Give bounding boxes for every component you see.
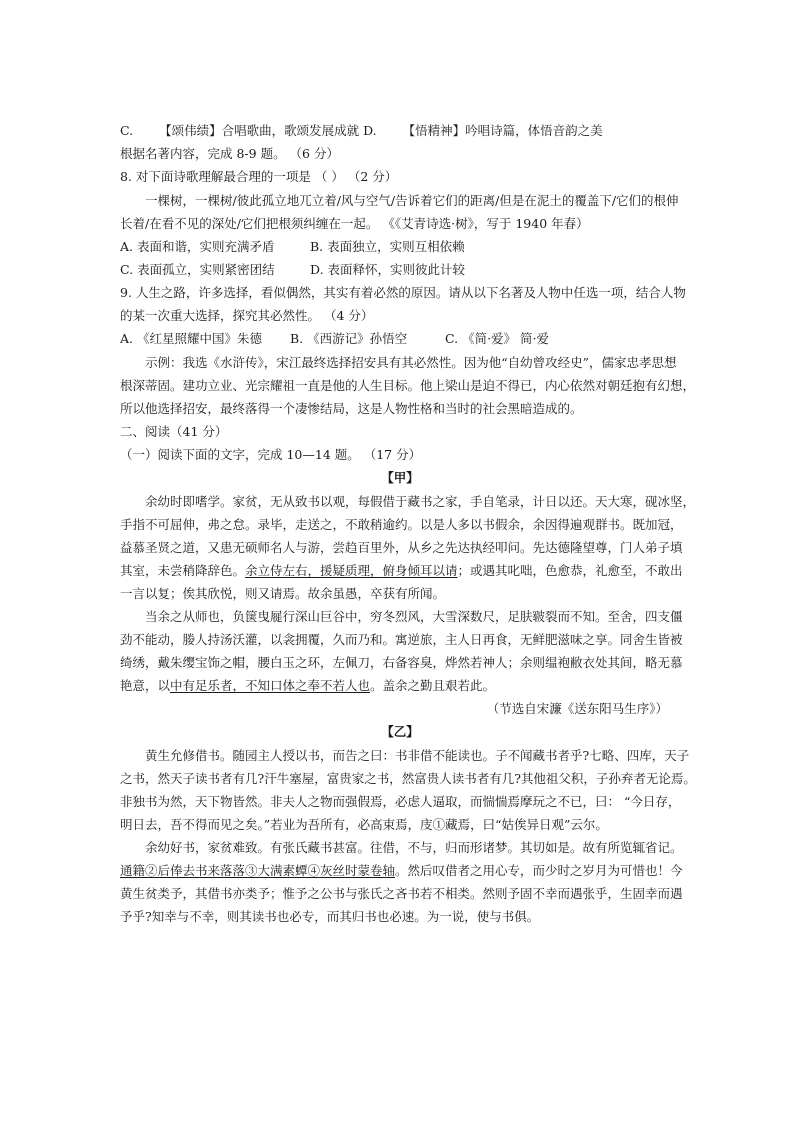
passage-yi-line: 余幼好书，家贫难致。有张氏藏书甚富。往借，不与，归而形诸梦。其切如是。故有所览辄省记。: [145, 840, 683, 855]
q8-stem: 8. 对下面诗歌理解最合理的一项是 （ ） （2 分）: [120, 169, 398, 184]
q9-option-c: C. 《简·爱》 简·爱: [445, 331, 549, 346]
q9-option-a: A. 《红星照耀中国》朱德: [120, 331, 262, 346]
passage-yi-line: 予乎?知幸与不幸，则其读书也必专，而其归书也必速。为一说，使与书俱。: [120, 909, 540, 924]
passage-jia-line: 劲不能动，媵人持汤沃灌，以衾拥覆，久而乃和。寓逆旅，主人日再食，无鲜肥滋味之享。同舍生皆被: [120, 632, 683, 647]
passage-jia-line: [120, 677, 680, 695]
q8-poem-line-2: 长着/在看不见的深处/它们把根须纠缠在一起。 《《艾青诗选·树》，写于 1940 年春）: [120, 216, 589, 231]
passage-yi-text: 。然后叹借者之用心专，而少时之岁月为可惜也！今: [395, 863, 683, 878]
section-reading-title: 二、阅读（41 分）: [120, 424, 228, 439]
q9-option-b: B. 《西游记》孙悟空: [290, 331, 408, 346]
underlined-sentence-2: 中有足乐者，不知口体之奉不若人也: [170, 678, 371, 693]
passage-yi-heading: 【乙】: [381, 724, 419, 739]
q8-options-ab: [120, 238, 680, 256]
passage-jia-text: 其室，未尝稍降辞色。: [120, 563, 246, 578]
q9-example-line-3: 所以他选择招安，最终落得一个凄惨结局，这是人物性格和当时的社会黑暗造成的。: [120, 401, 583, 416]
passage-jia-text: 艳意，以: [120, 678, 171, 693]
section-reading-sub1: （一）阅读下面的文字，完成 10—14 题。 （17 分）: [120, 447, 422, 462]
q9-options: [120, 330, 680, 348]
q7-c-label: C.: [120, 123, 134, 138]
q9-stem-line-2: 的某一次重大选择，探究其必然性。 （4 分）: [120, 308, 374, 323]
q9-example-line-2: 根深蒂固。建功立业、光宗耀祖一直是他的人生目标。他上梁山是迫不得已，内心依然对朝廷抱有幻想，: [120, 378, 696, 393]
q8-options-cd: [120, 261, 680, 279]
passage-jia-line: 绮绣，戴朱缨宝饰之帽，腰白玉之环，左佩刀，右备容臭，烨然若神人；余则缊袍敝衣处其间，略无慕: [120, 655, 683, 670]
passage-jia-line: 手指不可屈伸，弗之怠。录毕，走送之，不敢稍逾约。以是人多以书假余，余因得遍观群书。既加冠，: [120, 517, 683, 532]
passage-yi-line: 之书，然天子读书者有几?汗牛塞屋，富贵家之书，然富贵人读书者有几?其他祖父积，子孙弃者无论焉。: [120, 771, 696, 786]
q8-option-a: A. 表面和谐，实则充满矛盾: [120, 239, 275, 254]
passage-yi-line: 非独书为然，天下物皆然。非夫人之物而强假焉，必虑人逼取，而惴惴焉摩玩之不已，曰： “今日存，: [120, 794, 681, 809]
underlined-sentence-1: 余立侍左右，援疑质理，俯身倾耳以请: [245, 563, 458, 578]
passage-jia-line: 益慕圣贤之道，又患无硕师名人与游，尝趋百里外，从乡之先达执经叩问。先达德隆望尊，门人弟子填: [120, 540, 683, 555]
passage-yi-line: 黄生贫类予，其借书亦类予；惟予之公书与张氏之吝书若不相类。然则予固不幸而遇张乎，生固幸而遇: [120, 886, 683, 901]
q9-example-line-1: 示例：我选《水浒传》，宋江最终选择招安具有其必然性。因为他“自幼曾攻经史”，儒家忠孝思想: [145, 355, 677, 370]
passage-yi-line: 黄生允修借书。随园主人授以书，而告之曰：书非借不能读也。子不闻藏书者乎?七略、四库，天子: [145, 748, 690, 763]
passage-jia-source: （节选自宋濂《送东阳马生序》）: [486, 701, 668, 716]
q8-option-b: B. 表面独立，实则互相依赖: [310, 239, 465, 254]
q7-c-text: 【颂伟绩】合唱歌曲，歌颂发展成就: [159, 123, 360, 138]
q8-option-c: C. 表面孤立，实则紧密团结: [120, 262, 275, 277]
passage-jia-line: 一言以复；俟其欣悦，则又请焉。故余虽愚，卒获有所闻。: [120, 586, 446, 601]
passage-jia-text: 。盖余之勤且艰若此。: [370, 678, 496, 693]
q7-d-text: 【悟精神】吟唱诗篇，体悟音韵之美: [402, 123, 603, 138]
q9-stem-line-1: 9. 人生之路，许多选择，看似偶然，其实有着必然的原因。请从以下名著及人物中任选一项，结合人物: [120, 285, 686, 300]
underlined-sentence-3: 通籍②后俸去书来落落③大满素蟫④灰丝时蒙卷轴: [120, 863, 396, 878]
q7-options-cd: [120, 122, 680, 140]
intro-8-9: 根据名著内容，完成 8-9 题。 （6 分）: [120, 146, 339, 161]
q7-d-label: D.: [363, 123, 377, 138]
passage-jia-line: 当余之从师也，负箧曳屣行深山巨谷中，穷冬烈风，大雪深数尺，足肤皲裂而不知。至舍，四支僵: [145, 609, 683, 624]
passage-jia-text: ；或遇其叱咄，色愈恭，礼愈至，不敢出: [457, 563, 683, 578]
passage-yi-line: 明日去，吾不得而见之矣。”若业为吾所有，必高束焉，庋①藏焉，曰“姑俟异日观”云尔。: [120, 817, 608, 832]
passage-yi-line: [120, 862, 683, 880]
passage-jia-line: [120, 562, 683, 580]
q8-option-d: D. 表面释怀，实则彼此计较: [310, 262, 466, 277]
passage-jia-heading: 【甲】: [381, 470, 419, 485]
passage-jia-line: 余幼时即嗜学。家贫，无从致书以观，每假借于藏书之家，手自笔录，计日以还。天大寒，砚冰坚，: [145, 494, 696, 509]
q8-poem-line-1: 一棵树，一棵树/彼此孤立地兀立着/风与空气/告诉着它们的距离/但是在泥土的覆盖下/它们的根伸: [145, 193, 679, 208]
